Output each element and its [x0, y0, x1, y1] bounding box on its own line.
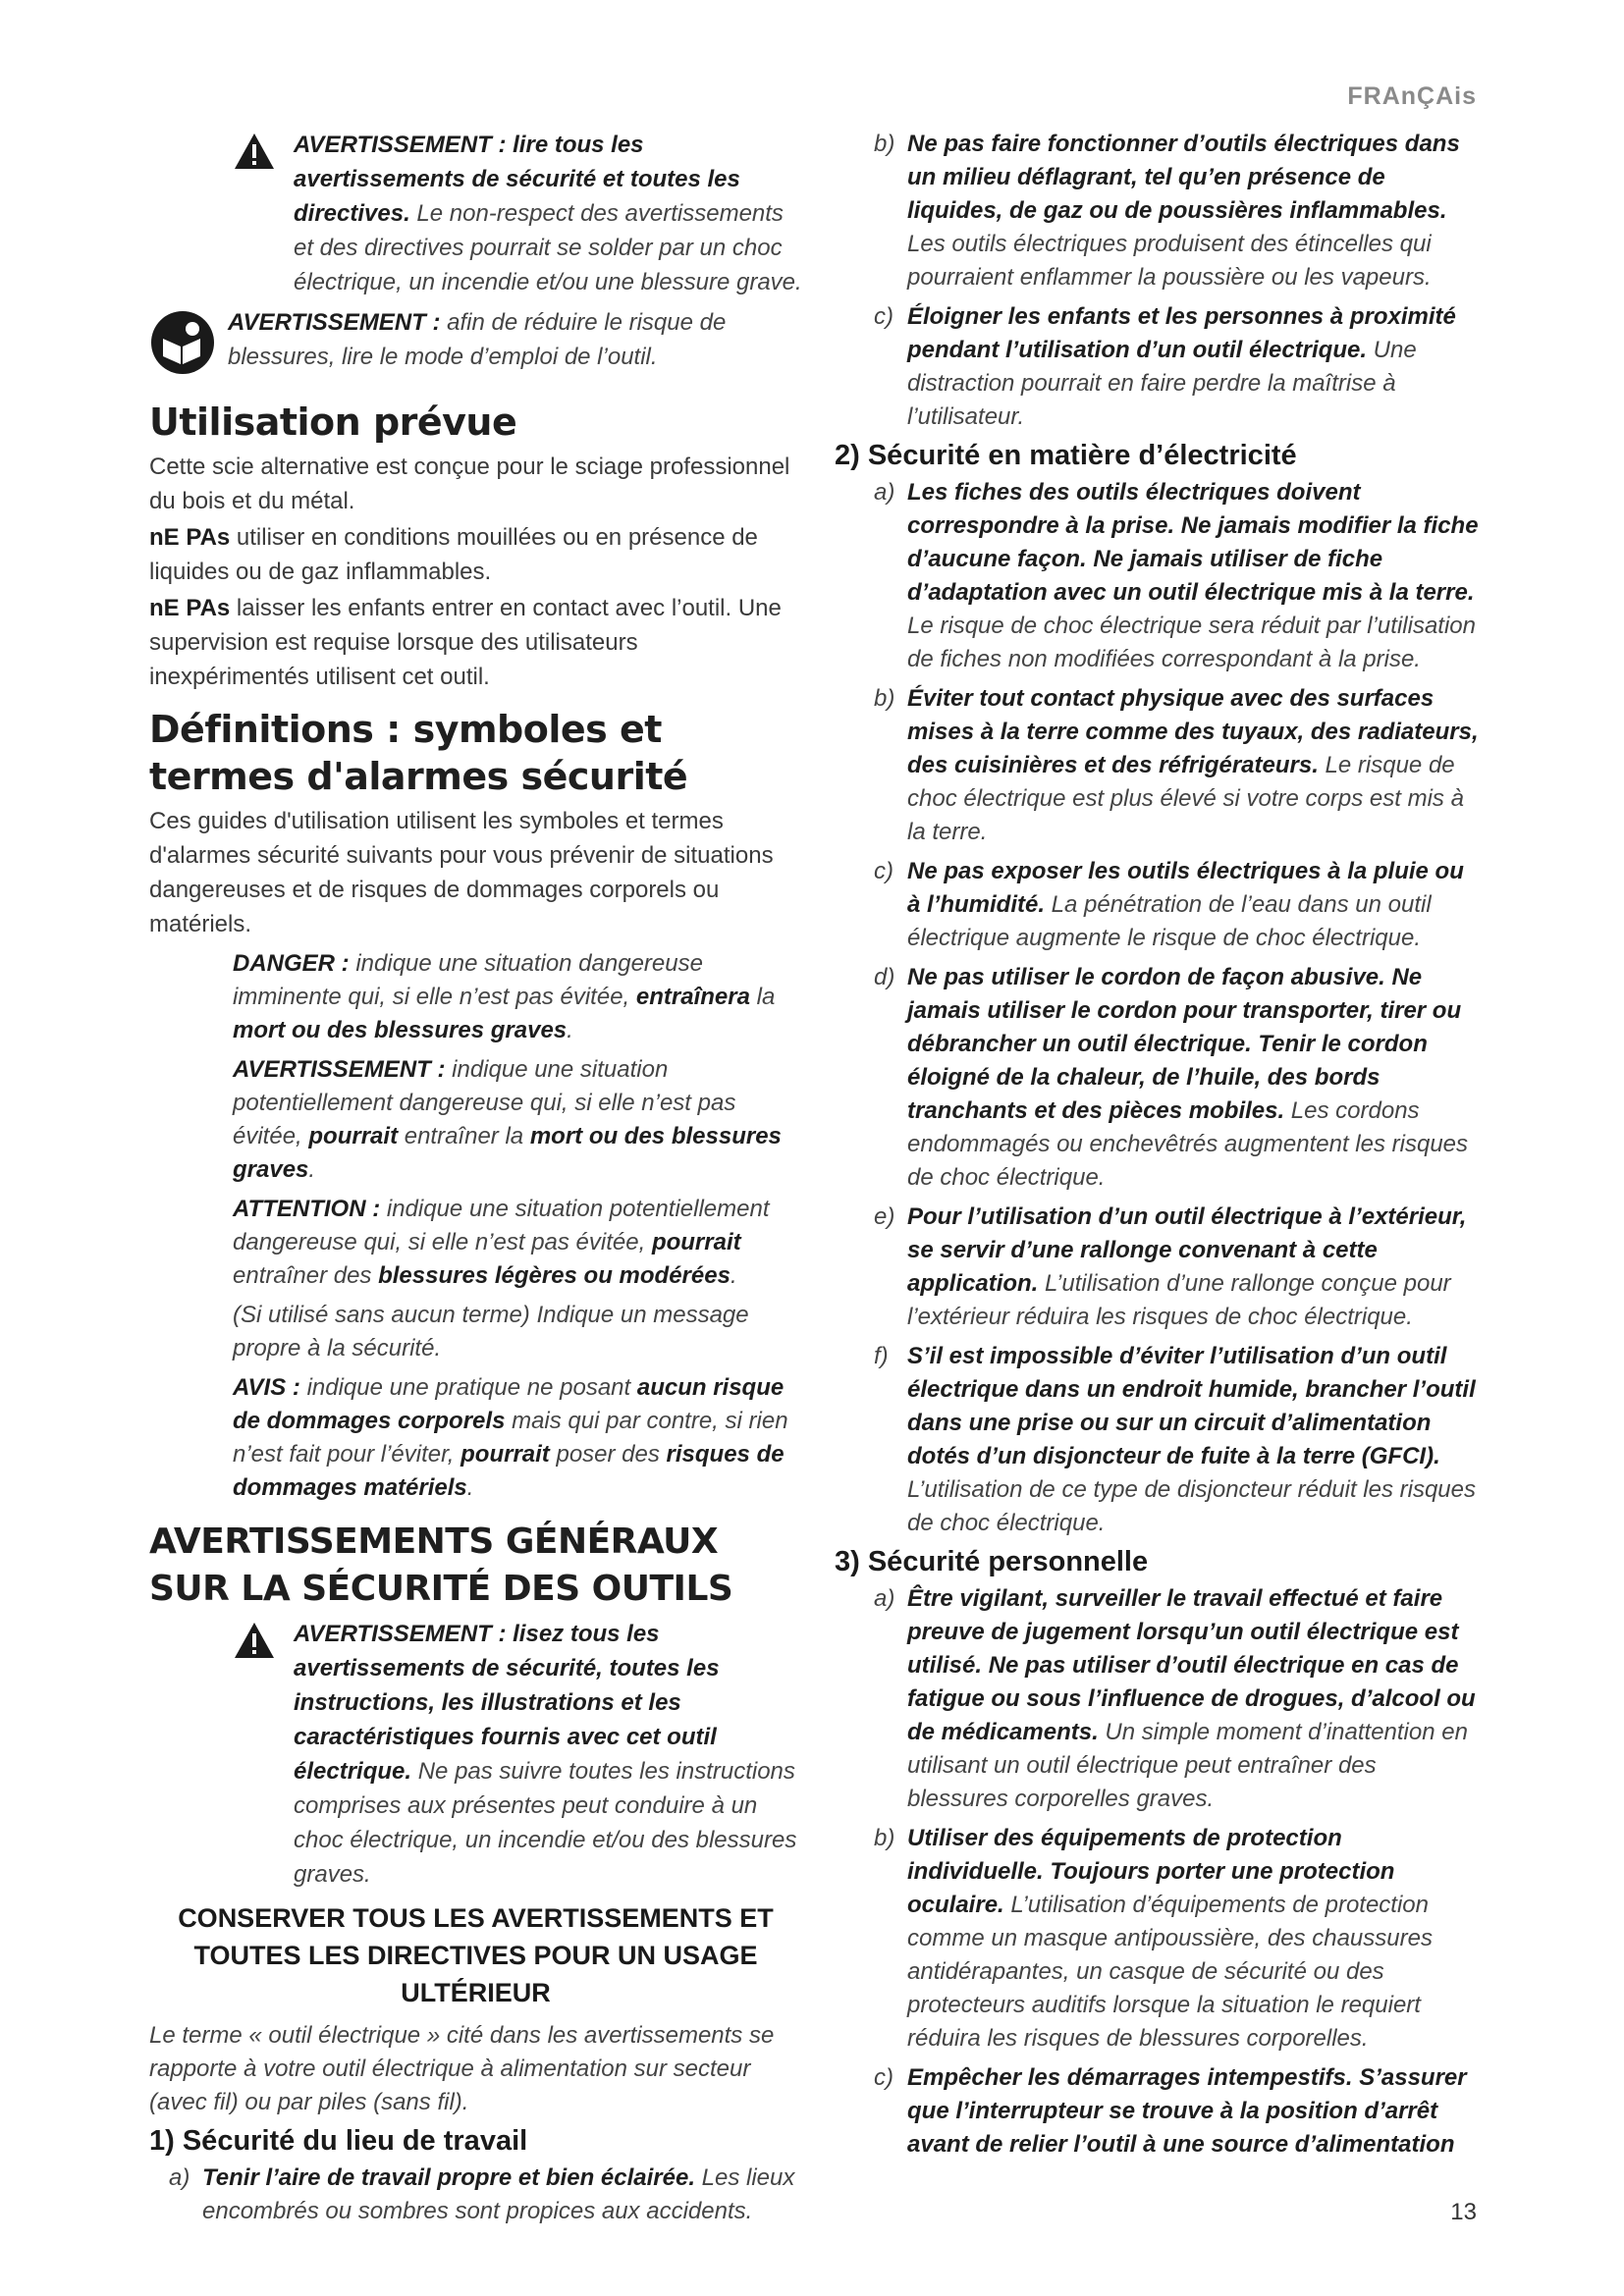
avertissement-text-4: mort ou des blessures graves	[233, 1123, 782, 1183]
item-strong: Tenir l’aire de travail propre et bien éclairée.	[202, 2164, 695, 2191]
intended-use-p2-rest: utiliser en conditions mouillées ou en présence de liquides ou de gaz inflammables.	[149, 524, 758, 585]
work-area-item-b	[874, 128, 1483, 294]
item-strong: Être vigilant, surveiller le travail effectué et faire preuve de jugement lorsqu’un outil électrique est utilisé. Ne pas utiliser d’outil électrique en cas de fatigue ou sous l’influence de drogues, d’alcool ou de médicaments.	[907, 1585, 1476, 1745]
signal-no-term: (Si utilisé sans aucun terme) Indique un message propre à la sécurité.	[233, 1302, 749, 1362]
item-rest: Un simple moment d’inattention en utilisant un outil électrique peut entraîner des blessures corporelles graves.	[907, 1719, 1468, 1812]
general-warning-rest: Ne pas suivre toutes les instructions comprises aux présentes peut conduire à un choc électrique, un incendie et/ou des blessures graves.	[294, 1758, 797, 1888]
item-rest: Les outils électriques produisent des étincelles qui pourraient enflammer la poussière ou les vapeurs.	[907, 231, 1432, 291]
avis-text-5: poser des	[549, 1441, 667, 1468]
definitions-title: Définitions : symboles et termes d'alarmes sécurité	[149, 708, 688, 798]
item-rest: L’utilisation d’une rallonge conçue pour l’extérieur réduira les risques de choc électrique.	[907, 1270, 1451, 1330]
personal-item-b	[874, 1822, 1483, 2056]
intended-use-title: Utilisation prévue	[149, 400, 517, 444]
warning-read-rest: Le non-respect des avertissements et des directives pourrait se solder par un choc électrique, un incendie et/ou une blessure grave.	[294, 200, 802, 295]
item-label: b)	[874, 131, 895, 157]
attention-term: ATTENTION :	[233, 1196, 381, 1222]
intended-use-p1: Cette scie alternative est conçue pour le sciage professionnel du bois et du métal.	[149, 454, 790, 514]
personal-safety-title: 3) Sécurité personnelle	[835, 1546, 1149, 1577]
warning-triangle-icon	[233, 1617, 284, 1892]
item-label: a)	[874, 479, 895, 506]
warning-manual-rest: afin de réduire le risque de blessures, lire le mode d’emploi de l’outil.	[228, 309, 727, 370]
warning-read-block	[233, 128, 802, 299]
item-label: c)	[874, 303, 893, 330]
definitions-intro: Ces guides d'utilisation utilisent les symboles et termes d'alarmes sécurité suivants pour vous prévenir de situations dangereuses et de risques de dommages corporels ou matériels.	[149, 808, 774, 937]
personal-item-c	[874, 2061, 1483, 2162]
signal-avertissement	[233, 1053, 802, 1187]
left-column	[149, 128, 802, 2234]
electrical-safety-title: 2) Sécurité en matière d’électricité	[835, 440, 1297, 471]
avertissement-text-1: indique une situation potentiellement dangereuse qui, si elle n’est pas évitée,	[233, 1056, 736, 1149]
danger-text-2: entraînera	[635, 984, 750, 1010]
general-warning-block	[233, 1617, 802, 1892]
warning-read-strong: AVERTISSEMENT : lire tous les avertissements de sécurité et toutes les directives.	[294, 132, 740, 227]
item-rest: Le risque de choc électrique est plus élevé si votre corps est mis à la terre.	[907, 752, 1464, 845]
signal-danger	[233, 947, 802, 1047]
item-strong: Pour l’utilisation d’un outil électrique à l’extérieur, se servir d’une rallonge convenant à cette application.	[907, 1203, 1467, 1297]
item-label: c)	[874, 2064, 893, 2091]
item-label: c)	[874, 858, 893, 884]
work-area-item-a	[169, 2162, 802, 2228]
avertissement-text-2: pourrait	[308, 1123, 399, 1149]
item-label: f)	[874, 1343, 889, 1369]
item-strong: Ne pas exposer les outils électriques à la pluie ou à l’humidité.	[907, 858, 1464, 918]
item-rest: L’utilisation de ce type de disjoncteur réduit les risques de choc électrique.	[907, 1476, 1476, 1536]
electrical-item-f	[874, 1340, 1483, 1540]
item-label: b)	[874, 1825, 895, 1851]
danger-text-5: .	[567, 1017, 573, 1043]
item-strong: Utiliser des équipements de protection individuelle. Toujours porter une protection oculaire.	[907, 1825, 1395, 1918]
language-label: FRAnÇAis	[1347, 82, 1477, 110]
item-strong: Ne pas faire fonctionner d’outils électriques dans un milieu déflagrant, tel qu’en présence de liquides, de gaz ou de poussières inflammables.	[907, 131, 1460, 224]
attention-text-2: pourrait	[651, 1229, 741, 1255]
power-tool-term-note: Le terme « outil électrique » cité dans les avertissements se rapporte à votre outil électrique à alimentation sur secteur (avec fil) ou par piles (sans fil).	[149, 2022, 775, 2115]
attention-text-4: blessures légères ou modérées	[378, 1262, 731, 1289]
personal-item-a	[874, 1582, 1483, 1816]
avis-text-7: .	[466, 1474, 474, 1501]
item-label: a)	[169, 2164, 190, 2191]
avis-text-4: pourrait	[460, 1441, 550, 1468]
signal-avis	[233, 1371, 802, 1505]
item-rest: La pénétration de l’eau dans un outil électrique augmente le risque de choc électrique.	[907, 891, 1432, 951]
work-area-item-c	[874, 300, 1483, 434]
warning-manual-strong: AVERTISSEMENT :	[228, 309, 441, 336]
electrical-item-c	[874, 855, 1483, 955]
read-manual-icon	[149, 305, 218, 381]
attention-text-1: indique une situation potentiellement dangereuse qui, si elle n’est pas évitée,	[233, 1196, 770, 1255]
right-column	[835, 128, 1483, 2167]
warning-manual-block	[149, 305, 802, 381]
avis-text-3: mais qui par contre, si rien n’est fait pour l’éviter,	[233, 1408, 788, 1468]
danger-text-3: la	[749, 984, 776, 1010]
item-strong: Ne pas utiliser le cordon de façon abusive. Ne jamais utiliser le cordon pour transporter, tirer ou débrancher un outil électrique. Tenir le cordon éloigné de la chaleur, de l’huile, des bords tranchants et des pièces mobiles.	[907, 964, 1462, 1124]
item-rest: L’utilisation d’équipements de protection comme un masque antipoussière, des chaussures antidérapantes, un casque de sécurité ou des protecteurs auditifs lorsque la situation le requiert réduira les risques de blessures corporelles.	[907, 1892, 1433, 2052]
item-rest: Une distraction pourrait en faire perdre la maîtrise à l’utilisateur.	[907, 337, 1417, 430]
electrical-item-b	[874, 682, 1483, 849]
page-number: 13	[1450, 2199, 1477, 2225]
electrical-item-a	[874, 476, 1483, 676]
intended-use-p3-strong: nE PAs	[149, 595, 231, 621]
signal-attention	[233, 1193, 802, 1293]
attention-text-3: entraîner des	[233, 1262, 379, 1289]
item-strong: S’il est impossible d’éviter l’utilisation d’un outil électrique dans un endroit humide, brancher l’outil dans une prise ou sur un circuit d’alimentation dotés d’un disjoncteur de fuite à la terre (GFCI).	[907, 1343, 1476, 1469]
warning-triangle-icon	[233, 128, 284, 299]
danger-text-1: indique une situation dangereuse imminente qui, si elle n’est pas évitée,	[233, 950, 703, 1010]
avertissement-term: AVERTISSEMENT :	[233, 1056, 446, 1083]
intended-use-p2-strong: nE PAs	[149, 524, 231, 551]
item-label: b)	[874, 685, 895, 712]
item-label: a)	[874, 1585, 895, 1612]
danger-term: DANGER :	[233, 950, 350, 977]
item-rest: Les cordons endommagés ou enchevêtrés augmentent les risques de choc électrique.	[907, 1097, 1469, 1191]
item-strong: Les fiches des outils électriques doivent correspondre à la prise. Ne jamais modifier la fiche d’aucune façon. Ne jamais utiliser de fiche d’adaptation avec un outil électrique mis à la terre.	[907, 479, 1479, 606]
item-label: d)	[874, 964, 895, 990]
item-rest: Les lieux encombrés ou sombres sont propices aux accidents.	[202, 2164, 795, 2224]
item-strong: Éviter tout contact physique avec des surfaces mises à la terre comme des tuyaux, des radiateurs, des cuisinières et des réfrigérateurs.	[907, 685, 1479, 778]
general-warning-strong: AVERTISSEMENT : lisez tous les avertissements de sécurité, toutes les instructions, les illustrations et les caractéristiques fournis avec cet outil électrique.	[294, 1621, 720, 1785]
item-label: e)	[874, 1203, 895, 1230]
item-rest: Le risque de choc électrique sera réduit par l’utilisation de fiches non modifiées correspondant à la prise.	[907, 613, 1476, 672]
intended-use-p3-rest: laisser les enfants entrer en contact avec l’outil. Une supervision est requise lorsque des utilisateurs inexpérimentés utilisent cet outil.	[149, 595, 782, 690]
avis-text-1: indique une pratique ne posant	[299, 1374, 637, 1401]
electrical-item-d	[874, 961, 1483, 1195]
avis-text-2: aucun risque de dommages corporels	[233, 1374, 785, 1434]
avertissement-text-3: entraîner la	[398, 1123, 530, 1149]
avis-term: AVIS :	[233, 1374, 300, 1401]
avertissement-text-5: .	[308, 1156, 316, 1183]
work-area-title: 1) Sécurité du lieu de travail	[149, 2125, 528, 2157]
keep-instructions-heading: CONSERVER TOUS LES AVERTISSEMENTS ET TOUTES LES DIRECTIVES POUR UN USAGE ULTÉRIEUR	[178, 1903, 774, 2007]
intended-use-p2	[149, 520, 802, 589]
electrical-item-e	[874, 1201, 1483, 1334]
intended-use-p3	[149, 591, 802, 694]
danger-text-4: mort ou des blessures graves	[233, 1017, 568, 1043]
item-strong: Éloigner les enfants et les personnes à proximité pendant l’utilisation d’un outil électrique.	[907, 303, 1456, 363]
avis-text-6: risques de dommages matériels	[233, 1441, 785, 1501]
attention-text-5: .	[730, 1262, 737, 1289]
general-safety-title: AVERTISSEMENTS GÉNÉRAUX SUR LA SÉCURITÉ DES OUTILS	[149, 1522, 733, 1609]
item-strong: Empêcher les démarrages intempestifs. S’assurer que l’interrupteur se trouve à la position d’arrêt avant de relier l’outil à une source d’alimentation	[907, 2064, 1467, 2158]
